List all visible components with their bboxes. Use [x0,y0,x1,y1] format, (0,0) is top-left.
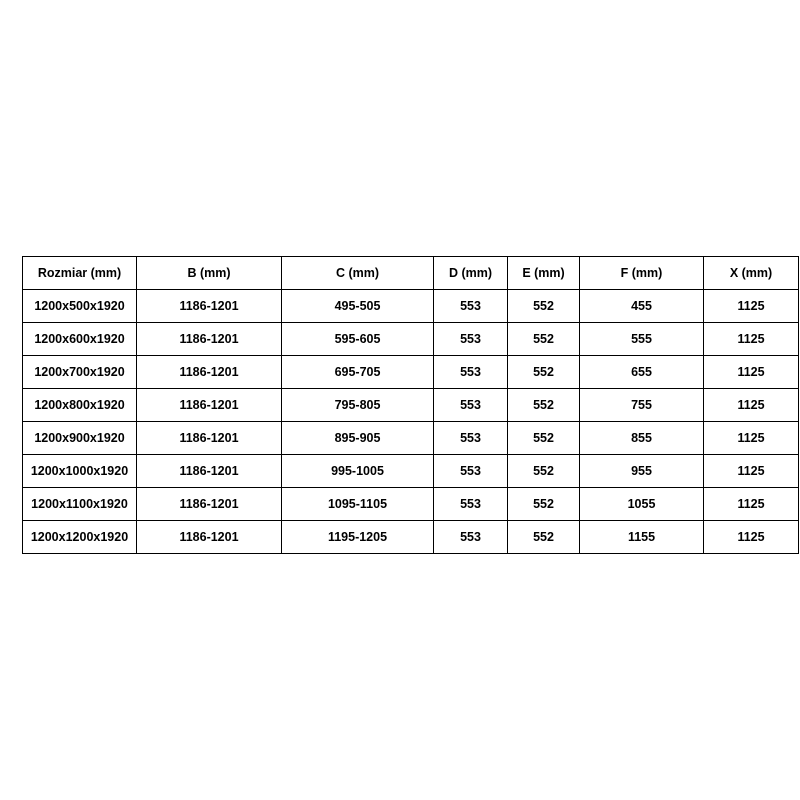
cell-e: 552 [508,488,580,521]
cell-c: 695-705 [282,356,434,389]
table-row [23,356,799,389]
cell-c: 795-805 [282,389,434,422]
column-header-b: B (mm) [137,257,282,290]
cell-f: 955 [580,455,704,488]
cell-d: 553 [434,323,508,356]
cell-e: 552 [508,422,580,455]
cell-d: 553 [434,290,508,323]
cell-b: 1186-1201 [137,356,282,389]
cell-e: 552 [508,455,580,488]
cell-f: 455 [580,290,704,323]
cell-b: 1186-1201 [137,455,282,488]
cell-c: 1095-1105 [282,488,434,521]
cell-size: 1200x900x1920 [23,422,137,455]
cell-b: 1186-1201 [137,422,282,455]
cell-x: 1125 [704,323,799,356]
column-header-x: X (mm) [704,257,799,290]
cell-f: 755 [580,389,704,422]
column-header-e: E (mm) [508,257,580,290]
cell-d: 553 [434,488,508,521]
cell-e: 552 [508,521,580,554]
cell-size: 1200x800x1920 [23,389,137,422]
cell-c: 1195-1205 [282,521,434,554]
cell-d: 553 [434,389,508,422]
column-header-size: Rozmiar (mm) [23,257,137,290]
cell-d: 553 [434,422,508,455]
table-row [23,389,799,422]
cell-size: 1200x700x1920 [23,356,137,389]
cell-size: 1200x1200x1920 [23,521,137,554]
cell-c: 895-905 [282,422,434,455]
cell-d: 553 [434,521,508,554]
cell-c: 495-505 [282,290,434,323]
table-header-row [23,257,799,290]
cell-size: 1200x600x1920 [23,323,137,356]
table-row [23,290,799,323]
column-header-c: C (mm) [282,257,434,290]
cell-b: 1186-1201 [137,488,282,521]
cell-f: 1055 [580,488,704,521]
cell-b: 1186-1201 [137,323,282,356]
cell-x: 1125 [704,521,799,554]
cell-c: 995-1005 [282,455,434,488]
dimensions-table-container [22,256,778,554]
table-row [23,455,799,488]
cell-e: 552 [508,323,580,356]
column-header-d: D (mm) [434,257,508,290]
table-row [23,323,799,356]
cell-f: 655 [580,356,704,389]
cell-x: 1125 [704,389,799,422]
cell-d: 553 [434,455,508,488]
cell-d: 553 [434,356,508,389]
table-row [23,422,799,455]
cell-f: 1155 [580,521,704,554]
cell-x: 1125 [704,290,799,323]
cell-x: 1125 [704,455,799,488]
cell-e: 552 [508,290,580,323]
cell-e: 552 [508,389,580,422]
cell-f: 555 [580,323,704,356]
cell-b: 1186-1201 [137,521,282,554]
cell-size: 1200x1100x1920 [23,488,137,521]
table-row [23,521,799,554]
cell-x: 1125 [704,356,799,389]
cell-b: 1186-1201 [137,389,282,422]
cell-x: 1125 [704,422,799,455]
dimensions-table [22,256,799,554]
column-header-f: F (mm) [580,257,704,290]
cell-x: 1125 [704,488,799,521]
cell-size: 1200x1000x1920 [23,455,137,488]
cell-f: 855 [580,422,704,455]
cell-b: 1186-1201 [137,290,282,323]
cell-c: 595-605 [282,323,434,356]
table-row [23,488,799,521]
cell-size: 1200x500x1920 [23,290,137,323]
cell-e: 552 [508,356,580,389]
